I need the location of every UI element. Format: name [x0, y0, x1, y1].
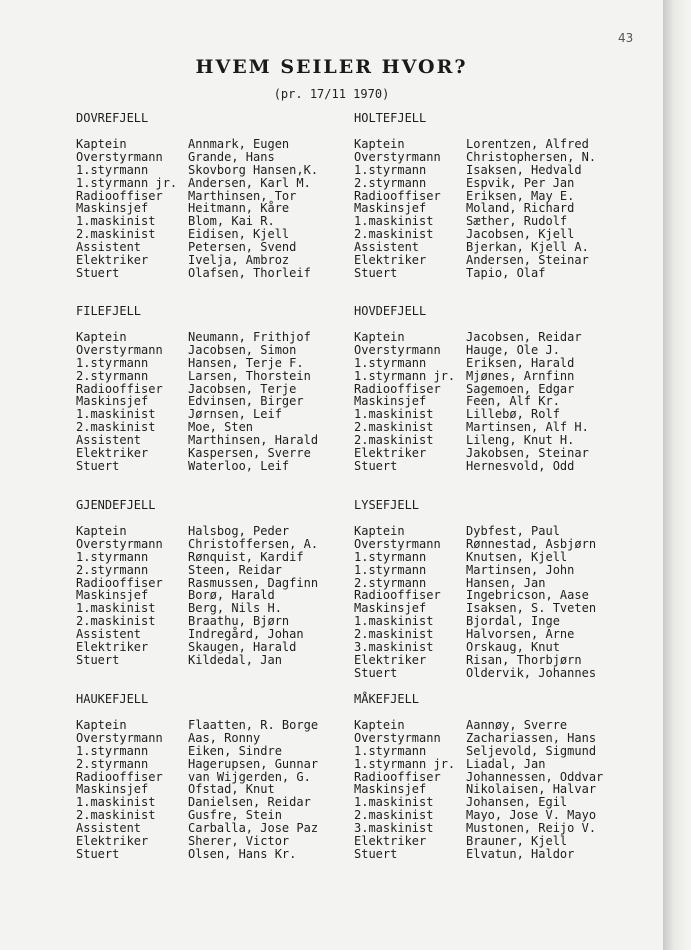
crew-role: Stuert — [76, 846, 120, 861]
crew-role: 1.styrmann — [76, 355, 149, 370]
ship-name: HOLTEFJELL — [354, 111, 427, 125]
crew-member-name: Oldervik, Johannes — [466, 665, 597, 680]
crew-member-name: Carballa, Jose Paz — [188, 821, 319, 836]
crew-member-name: Kaspersen, Sverre — [188, 446, 311, 461]
crew-row — [76, 370, 366, 383]
crew-member-name: Feen, Alf Kr. — [466, 394, 560, 409]
crew-role: 1.maskinist — [76, 795, 156, 810]
crew-member-name: Hernesvold, Odd — [466, 458, 575, 473]
crew-role: Radiooffiser — [354, 381, 441, 396]
crew-role: 2.maskinist — [354, 227, 434, 242]
crew-row — [76, 460, 366, 473]
crew-row — [354, 177, 644, 190]
crew-role: 1.maskinist — [354, 614, 434, 629]
crew-role: Elektriker — [354, 253, 427, 268]
crew-role: Overstyrmann — [354, 730, 441, 745]
crew-member-name: Nikolaisen, Halvar — [466, 782, 597, 797]
crew-role: Overstyrmann — [354, 536, 441, 551]
crew-role: Elektriker — [76, 640, 149, 655]
crew-role: 2.styrmann — [354, 175, 427, 190]
ship-block — [354, 499, 644, 680]
ship-name: HOVDEFJELL — [354, 304, 427, 318]
ship-block — [354, 693, 644, 861]
crew-role: Kaptein — [76, 718, 127, 732]
ship-name: LYSEFJELL — [354, 498, 420, 512]
page-edge — [663, 0, 691, 950]
crew-role: Stuert — [354, 665, 398, 680]
crew-member-name: Eriksen, Harald — [466, 355, 575, 370]
crew-row — [354, 732, 644, 745]
crew-member-name: Jacobsen, Kjell — [466, 227, 575, 242]
crew-row — [354, 151, 644, 164]
crew-role: Maskinsjef — [76, 782, 149, 797]
crew-member-name: Rasmussen, Dagfinn — [188, 575, 319, 590]
crew-role: 2.maskinist — [76, 614, 156, 629]
crew-member-name: Sæther, Rudolf — [466, 214, 568, 229]
crew-role: 1.styrmann jr. — [76, 175, 178, 190]
crew-row — [354, 641, 644, 654]
crew-member-name: Eidisen, Kjell — [188, 227, 290, 242]
crew-row — [354, 447, 644, 460]
crew-role: 2.styrmann — [354, 575, 427, 590]
crew-member-name: Steen, Reidar — [188, 562, 282, 577]
crew-member-name: Petersen, Svend — [188, 240, 297, 255]
crew-role: Overstyrmann — [76, 149, 163, 164]
crew-member-name: Mayo, Jose V. Mayo — [466, 808, 597, 823]
crew-member-name: Lileng, Knut H. — [466, 433, 575, 448]
crew-member-name: Kildedal, Jan — [188, 652, 282, 667]
crew-role: Radiooffiser — [76, 575, 163, 590]
crew-row — [76, 732, 366, 745]
crew-member-name: Isaksen, Hedvald — [466, 162, 582, 177]
crew-role: Maskinsjef — [354, 201, 427, 216]
crew-role: 2.maskinist — [354, 808, 434, 823]
page-number: 43 — [618, 31, 634, 45]
crew-row — [354, 745, 644, 758]
crew-role: 3.maskinist — [354, 640, 434, 655]
ship-block — [76, 112, 366, 280]
crew-role: 1.styrmann jr. — [354, 756, 456, 771]
crew-member-name: Jacobsen, Reidar — [466, 330, 582, 344]
crew-role: Kaptein — [354, 524, 405, 538]
crew-role: Stuert — [76, 458, 120, 473]
crew-role: 2.styrmann — [76, 368, 149, 383]
crew-role: Overstyrmann — [354, 342, 441, 357]
crew-member-name: Tapio, Olaf — [466, 265, 546, 280]
crew-member-name: Halvorsen, Arne — [466, 627, 575, 642]
crew-role: 1.styrmann — [354, 743, 427, 758]
crew-member-name: Jacobsen, Simon — [188, 342, 297, 357]
crew-row — [354, 138, 644, 151]
crew-member-name: Eiken, Sindre — [188, 743, 282, 758]
crew-role: 2.maskinist — [76, 420, 156, 435]
crew-member-name: Aas, Ronny — [188, 730, 261, 745]
crew-row — [76, 177, 366, 190]
crew-member-name: Martinsen, John — [466, 562, 575, 577]
crew-row — [76, 551, 366, 564]
page-title: HVEM SEILER HVOR? — [195, 56, 468, 78]
crew-member-name: Orskaug, Knut — [466, 640, 560, 655]
ship-block — [354, 112, 644, 280]
crew-member-name: Grande, Hans — [188, 149, 275, 164]
crew-row — [354, 267, 644, 280]
crew-member-name: Johansen, Egil — [466, 795, 568, 810]
crew-member-name: Blom, Kai R. — [188, 214, 275, 229]
crew-member-name: Christophersen, N. — [466, 149, 597, 164]
crew-member-name: Moe, Sten — [188, 420, 254, 435]
crew-role: Elektriker — [76, 446, 149, 461]
crew-role: Radiooffiser — [354, 588, 441, 603]
crew-row — [354, 460, 644, 473]
ship-name: GJENDEFJELL — [76, 498, 156, 512]
crew-role: 1.maskinist — [354, 214, 434, 229]
crew-member-name: Martinsen, Alf H. — [466, 420, 589, 435]
crew-member-name: Rønnestad, Asbjørn — [466, 536, 597, 551]
crew-member-name: Liadal, Jan — [466, 756, 546, 771]
crew-role: 1.styrmann — [354, 549, 427, 564]
crew-member-name: Larsen, Thorstein — [188, 368, 311, 383]
crew-member-name: Jørnsen, Leif — [188, 407, 282, 422]
ship-block — [76, 305, 366, 473]
crew-member-name: Elvatun, Haldor — [466, 846, 575, 861]
crew-role: Maskinsjef — [76, 394, 149, 409]
crew-role: 1.maskinist — [354, 795, 434, 810]
crew-member-name: Zachariassen, Hans — [466, 730, 597, 745]
crew-role: Overstyrmann — [76, 730, 163, 745]
crew-role: 1.styrmann — [354, 355, 427, 370]
crew-member-name: Andersen, Karl M. — [188, 175, 311, 190]
crew-member-name: Marthinsen, Harald — [188, 433, 319, 448]
crew-member-name: Borø, Harald — [188, 588, 275, 603]
crew-row — [354, 551, 644, 564]
crew-row — [354, 254, 644, 267]
crew-row — [354, 357, 644, 370]
crew-member-name: Bjordal, Inge — [466, 614, 560, 629]
crew-role: Stuert — [76, 265, 120, 280]
crew-member-name: Edvinsen, Birger — [188, 394, 304, 409]
crew-role: Kaptein — [354, 137, 405, 151]
ship-block — [354, 305, 644, 473]
crew-role: Assistent — [354, 240, 420, 255]
crew-role: Assistent — [76, 240, 142, 255]
crew-role: Radiooffiser — [354, 188, 441, 203]
crew-member-name: Mustonen, Reijo V. — [466, 821, 597, 836]
crew-role: Radiooffiser — [354, 769, 441, 784]
crew-member-name: Olsen, Hans Kr. — [188, 846, 297, 861]
crew-row — [76, 538, 366, 551]
crew-role: Assistent — [76, 627, 142, 642]
crew-member-name: Annmark, Eugen — [188, 137, 290, 151]
ship-name: DOVREFJELL — [76, 111, 149, 125]
crew-member-name: Rønquist, Kardif — [188, 549, 304, 564]
crew-member-name: Sagemoen, Edgar — [466, 381, 575, 396]
crew-role: Maskinsjef — [354, 601, 427, 616]
crew-member-name: Hagerupsen, Gunnar — [188, 756, 319, 771]
crew-role: 3.maskinist — [354, 821, 434, 836]
crew-row — [354, 848, 644, 861]
crew-row — [76, 758, 366, 771]
crew-role: 2.maskinist — [354, 420, 434, 435]
date-line: (pr. 17/11 1970) — [273, 87, 390, 101]
crew-member-name: Skovborg Hansen,K. — [188, 162, 319, 177]
crew-member-name: Indregård, Johan — [188, 627, 304, 642]
crew-role: 1.maskinist — [76, 407, 156, 422]
crew-row — [354, 344, 644, 357]
crew-role: Elektriker — [354, 446, 427, 461]
crew-row — [354, 370, 644, 383]
crew-role: Assistent — [76, 433, 142, 448]
crew-role: Overstyrmann — [354, 149, 441, 164]
crew-member-name: Jakobsen, Steinar — [466, 446, 589, 461]
crew-member-name: Dybfest, Paul — [466, 524, 560, 538]
crew-row — [76, 447, 366, 460]
crew-role: Elektriker — [354, 652, 427, 667]
crew-member-name: Seljevold, Sigmund — [466, 743, 597, 758]
ship-name: MÅKEFJELL — [354, 692, 420, 706]
crew-role: Overstyrmann — [76, 536, 163, 551]
crew-role: 1.maskinist — [76, 601, 156, 616]
crew-member-name: Halsbog, Peder — [188, 524, 290, 538]
crew-role: 1.styrmann — [76, 162, 149, 177]
crew-member-name: Flaatten, R. Borge — [188, 718, 319, 732]
crew-row — [76, 641, 366, 654]
crew-row — [354, 719, 644, 732]
crew-role: 2.maskinist — [76, 808, 156, 823]
crew-role: 1.styrmann — [354, 162, 427, 177]
crew-role: 2.maskinist — [354, 627, 434, 642]
crew-role: Kaptein — [76, 524, 127, 538]
crew-role: 1.styrmann — [354, 562, 427, 577]
crew-member-name: Ivelja, Ambroz — [188, 253, 290, 268]
crew-member-name: Aannøy, Sverre — [466, 718, 568, 732]
crew-row — [76, 719, 366, 732]
crew-row — [76, 357, 366, 370]
crew-member-name: Ofstad, Knut — [188, 782, 275, 797]
crew-role: 2.styrmann — [76, 756, 149, 771]
crew-role: Stuert — [354, 458, 398, 473]
crew-row — [76, 164, 366, 177]
crew-row — [354, 164, 644, 177]
crew-row — [76, 745, 366, 758]
crew-member-name: Johannessen, Oddvar — [466, 769, 604, 784]
crew-member-name: Neumann, Frithjof — [188, 330, 311, 344]
crew-member-name: Skaugen, Harald — [188, 640, 297, 655]
crew-role: Stuert — [76, 652, 120, 667]
crew-row — [76, 254, 366, 267]
crew-member-name: Sherer, Victor — [188, 834, 290, 849]
crew-row — [76, 267, 366, 280]
crew-member-name: Braathu, Bjørn — [188, 614, 290, 629]
crew-role: Maskinsjef — [76, 201, 149, 216]
crew-member-name: Isaksen, S. Tveten — [466, 601, 597, 616]
crew-role: Elektriker — [354, 834, 427, 849]
crew-role: Elektriker — [76, 253, 149, 268]
crew-role: Maskinsjef — [354, 394, 427, 409]
crew-member-name: Gusfre, Stein — [188, 808, 282, 823]
crew-role: Maskinsjef — [76, 588, 149, 603]
crew-row — [354, 331, 644, 344]
crew-member-name: Olafsen, Thorleif — [188, 265, 311, 280]
crew-member-name: Risan, Thorbjørn — [466, 652, 582, 667]
ship-block — [76, 693, 366, 861]
crew-member-name: Mjønes, Arnfinn — [466, 368, 575, 383]
crew-role: 1.styrmann jr. — [354, 368, 456, 383]
crew-role: 2.maskinist — [354, 433, 434, 448]
crew-row — [76, 331, 366, 344]
crew-role: Stuert — [354, 846, 398, 861]
crew-member-name: Bjerkan, Kjell A. — [466, 240, 589, 255]
crew-member-name: Andersen, Steinar — [466, 253, 589, 268]
crew-member-name: Espvik, Per Jan — [466, 175, 575, 190]
crew-member-name: Hauge, Ole J. — [466, 342, 560, 357]
crew-member-name: Lorentzen, Alfred — [466, 137, 589, 151]
crew-row — [354, 654, 644, 667]
crew-row — [354, 835, 644, 848]
crew-role: Kaptein — [354, 718, 405, 732]
ship-name: FILEFJELL — [76, 304, 142, 318]
crew-role: 1.styrmann — [76, 743, 149, 758]
crew-role: Kaptein — [76, 137, 127, 151]
crew-row — [76, 564, 366, 577]
crew-row — [76, 848, 366, 861]
crew-member-name: Marthinsen, Tor — [188, 188, 297, 203]
crew-role: 1.maskinist — [76, 214, 156, 229]
crew-member-name: Jacobsen, Terje — [188, 381, 297, 396]
crew-member-name: Ingebricson, Aase — [466, 588, 589, 603]
crew-member-name: Brauner, Kjell — [466, 834, 568, 849]
crew-role: 1.maskinist — [354, 407, 434, 422]
crew-role: Overstyrmann — [76, 342, 163, 357]
crew-row — [354, 758, 644, 771]
crew-row — [76, 835, 366, 848]
crew-row — [354, 538, 644, 551]
crew-member-name: Christoffersen, A. — [188, 536, 319, 551]
crew-role: Elektriker — [76, 834, 149, 849]
crew-role: Radiooffiser — [76, 188, 163, 203]
crew-member-name: Moland, Richard — [466, 201, 575, 216]
crew-row — [76, 344, 366, 357]
crew-role: Assistent — [76, 821, 142, 836]
crew-row — [354, 564, 644, 577]
crew-row — [76, 138, 366, 151]
crew-role: Radiooffiser — [76, 769, 163, 784]
crew-row — [76, 654, 366, 667]
crew-member-name: Waterloo, Leif — [188, 458, 290, 473]
crew-role: Stuert — [354, 265, 398, 280]
crew-role: 1.styrmann — [76, 549, 149, 564]
crew-row — [354, 667, 644, 680]
ship-block — [76, 499, 366, 667]
crew-member-name: Knutsen, Kjell — [466, 549, 568, 564]
crew-member-name: Berg, Nils H. — [188, 601, 282, 616]
crew-member-name: Hansen, Terje F. — [188, 355, 304, 370]
crew-role: Maskinsjef — [354, 782, 427, 797]
crew-member-name: Lillebø, Rolf — [466, 407, 560, 422]
crew-role: 2.maskinist — [76, 227, 156, 242]
crew-member-name: Danielsen, Reidar — [188, 795, 311, 810]
crew-member-name: van Wijgerden, G. — [188, 769, 311, 784]
crew-role: Kaptein — [354, 330, 405, 344]
crew-role: 2.styrmann — [76, 562, 149, 577]
crew-role: Radiooffiser — [76, 381, 163, 396]
crew-role: Kaptein — [76, 330, 127, 344]
crew-row — [76, 151, 366, 164]
crew-row — [354, 525, 644, 538]
crew-member-name: Hansen, Jan — [466, 575, 546, 590]
crew-row — [76, 525, 366, 538]
crew-member-name: Eriksen, May E. — [466, 188, 575, 203]
ship-name: HAUKEFJELL — [76, 692, 149, 706]
crew-member-name: Heitmann, Kåre — [188, 201, 290, 216]
